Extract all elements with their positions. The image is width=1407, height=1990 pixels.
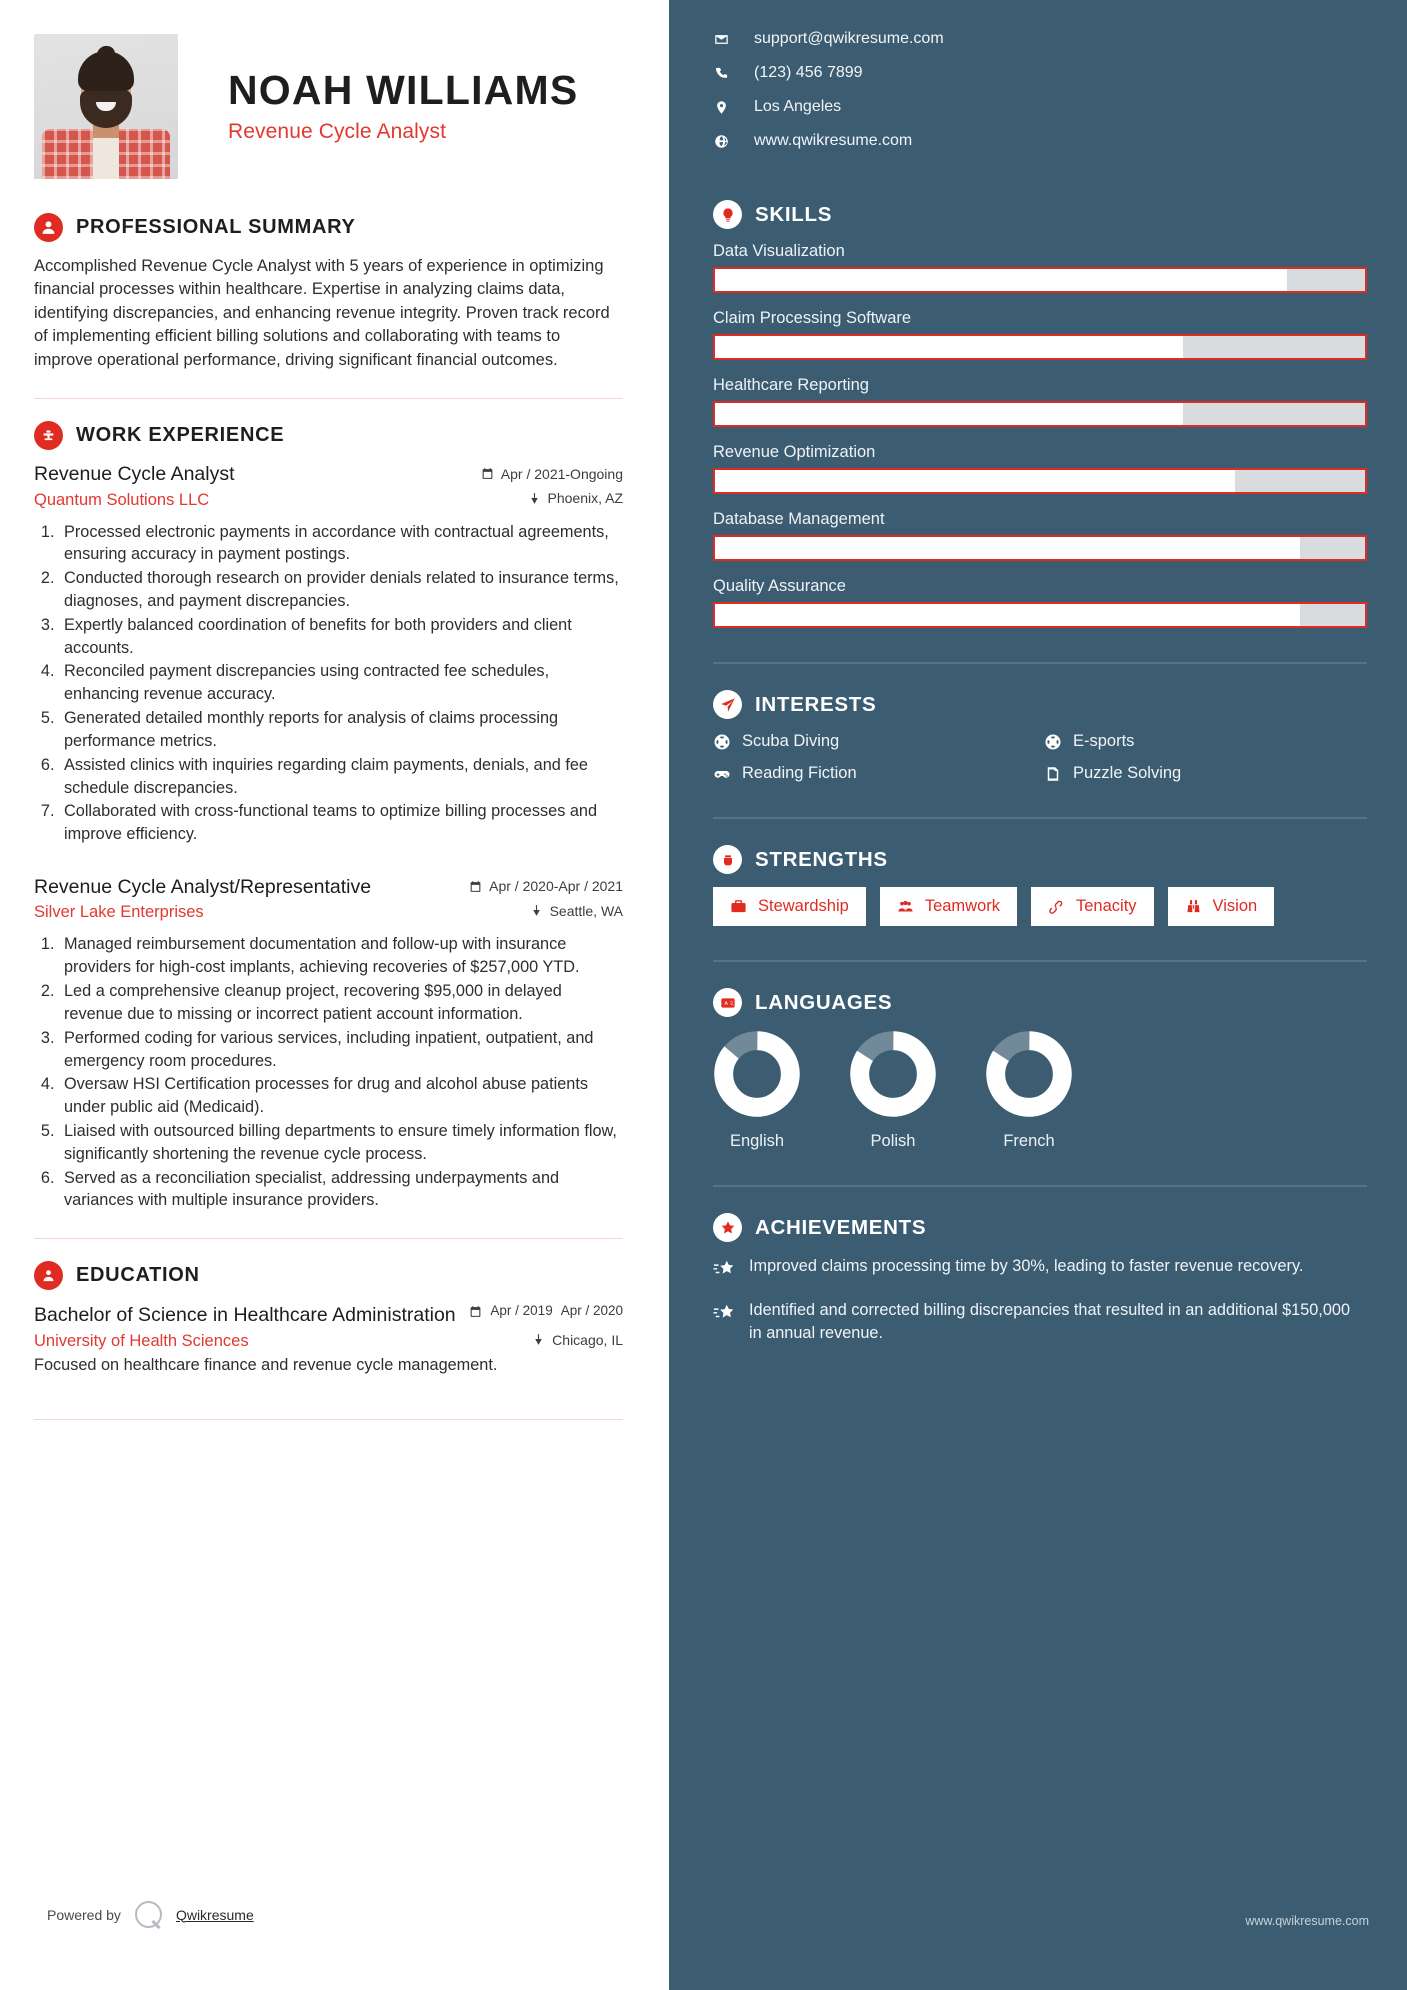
strength-label: Vision [1212,897,1258,915]
education-description: Focused on healthcare finance and revenue cycle management. [34,1356,498,1375]
skill-row [713,443,1367,494]
contact-email-text: support@qwikresume.com [754,30,944,47]
contact-phone[interactable] [713,64,1367,82]
language-item [849,1030,937,1151]
strength-badge [880,887,1017,926]
skill-name: Data Visualization [713,242,845,260]
job-dates-text: Apr / 2021-Ongoing [500,465,623,482]
languages-section-header [713,988,1367,1017]
interest-item [1044,764,1367,783]
qwikresume-logo-icon [135,1901,162,1928]
shooting-star-icon [713,1302,735,1324]
skill-row [713,577,1367,628]
interest-item [1044,732,1367,751]
resume-left-column [0,0,669,1990]
footer-branding [47,1901,254,1928]
skills-section-header [713,200,1367,229]
resume-right-sidebar [669,0,1407,1990]
strength-label: Stewardship [758,897,849,915]
list-item: 3. Expertly balanced coordination of benefits for both providers and client accounts. [59,614,623,660]
lifebuoy-icon [713,733,731,751]
interest-label: Scuba Diving [742,732,840,750]
job-location-text: Seattle, WA [549,902,623,919]
strength-badge [1031,887,1154,926]
contact-location-text: Los Angeles [754,98,842,115]
education-date-end: Apr / 2020 [560,1303,623,1319]
education-date-start: Apr / 2019 [490,1303,553,1319]
education-section-header [34,1261,623,1290]
skill-bar-fill [715,336,1183,358]
link-icon [1048,898,1065,915]
qwikresume-link[interactable]: Qwikresume [175,1906,254,1923]
skill-row [713,242,1367,293]
fist-icon [713,845,742,874]
list-item: 5. Liaised with outsourced billing departments to ensure timely information flow, significantly shortening the revenue cycle process. [59,1120,623,1166]
interest-item [713,732,1036,751]
languages-section-title: LANGUAGES [755,990,893,1014]
translate-icon [713,988,742,1017]
user-icon [34,213,63,242]
language-item [713,1030,801,1151]
job-dates [469,878,623,894]
skill-bar [713,602,1367,628]
book-icon [1044,765,1062,783]
contact-email[interactable] [713,30,1367,48]
job-dates [481,466,623,482]
section-divider [34,1419,623,1420]
list-item: 1. Managed reimbursement documentation and follow-up with insurance providers for high-cost implants, achieving recoveries of $257,000 YTD. [59,933,623,979]
pin-icon [532,1333,545,1346]
skill-row [713,376,1367,427]
sidebar-divider [713,817,1367,819]
envelope-icon [713,32,729,47]
skill-bar [713,401,1367,427]
achievement-item [713,1255,1367,1280]
skill-bar [713,334,1367,360]
skill-name: Healthcare Reporting [713,376,869,394]
section-divider [34,398,623,399]
interests-grid [713,732,1367,783]
strengths-list [713,887,1367,926]
job-dates-text: Apr / 2020-Apr / 2021 [489,878,623,895]
map-pin-icon [713,100,729,115]
list-item: 3. Performed coding for various services, including inpatient, outpatient, and emergency room procedures. [59,1027,623,1073]
job-entry [34,876,623,1212]
strengths-section-title: STRENGTHS [755,847,888,871]
summary-section-header [34,213,623,242]
paper-plane-icon [713,690,742,719]
skill-name: Database Management [713,510,885,528]
pin-icon [528,492,541,505]
skill-row [713,510,1367,561]
calendar-icon [469,1305,482,1318]
sidebar-divider [713,662,1367,664]
achievements-section-header [713,1213,1367,1242]
list-item: 2. Led a comprehensive cleanup project, recovering $95,000 in delayed revenue due to missing or incorrect patient account information. [59,980,623,1026]
language-label: French [1003,1132,1055,1150]
education-school: University of Health Sciences [34,1332,249,1351]
language-label: Polish [870,1132,916,1150]
language-donut-chart [849,1030,937,1118]
job-company: Silver Lake Enterprises [34,903,204,922]
interest-label: E-sports [1073,732,1135,750]
job-bullet-list [59,933,623,1212]
job-position: Revenue Cycle Analyst/Representative [34,875,372,898]
strength-label: Tenacity [1076,897,1137,915]
job-company: Quantum Solutions LLC [34,490,210,509]
work-section-header [34,421,623,450]
star-badge-icon [713,1213,742,1242]
binoculars-icon [1185,898,1202,915]
education-dates [469,1303,623,1320]
interest-label: Puzzle Solving [1073,764,1182,782]
skill-bar [713,267,1367,293]
interests-section-header [713,690,1367,719]
list-item: 1. Processed electronic payments in accordance with contractual agreements, ensuring accuracy in payment postings. [59,521,623,567]
lightbulb-icon [713,200,742,229]
education-section-title: EDUCATION [76,1264,200,1287]
achievement-item [713,1299,1367,1345]
lifebuoy-icon [1044,733,1062,751]
skill-bar-fill [715,269,1287,291]
list-item: 4. Reconciled payment discrepancies using contracted fee schedules, enhancing revenue accuracy. [59,660,623,706]
graduate-icon [34,1261,63,1290]
job-location [528,490,624,506]
phone-icon [713,66,729,81]
people-icon [897,898,914,915]
globe-icon [713,134,729,149]
skills-section-title: SKILLS [755,202,833,226]
sidebar-footer-url: www.qwikresume.com [1245,1914,1369,1928]
job-role-subtitle: Revenue Cycle Analyst [228,119,447,143]
briefcase-icon [730,898,747,915]
powered-by-label: Powered by [47,1906,121,1923]
name-block [178,69,578,143]
skill-bar-fill [715,470,1235,492]
list-item: 5. Generated detailed monthly reports for analysis of claims processing performance metrics. [59,707,623,753]
language-donut-chart [985,1030,1073,1118]
list-item: 7. Collaborated with cross-functional teams to optimize billing processes and improve efficiency. [59,800,623,846]
pin-icon [530,904,543,917]
languages-list [713,1030,1367,1151]
list-item: 6. Assisted clinics with inquiries regarding claim payments, denials, and fee schedule discrepancies. [59,754,623,800]
education-location [532,1332,623,1348]
contact-website-text: www.qwikresume.com [754,132,913,149]
calendar-icon [481,467,494,480]
job-position: Revenue Cycle Analyst [34,463,235,486]
strength-badge [713,887,866,926]
svg-text:文: 文 [728,1000,734,1007]
language-donut-chart [713,1030,801,1118]
list-item: 2. Conducted thorough research on provider denials related to insurance terms, diagnoses, and payment discrepancies. [59,567,623,613]
job-location [530,903,623,919]
skill-name: Quality Assurance [713,577,846,595]
achievements-section-title: ACHIEVEMENTS [755,1215,927,1239]
gamepad-icon [713,765,731,783]
sidebar-divider [713,1185,1367,1187]
calendar-icon [469,880,482,893]
list-item: 6. Served as a reconciliation specialist, addressing underpayments and variances with multiple insurance providers. [59,1167,623,1213]
sidebar-divider [713,960,1367,962]
skill-bar-fill [715,403,1183,425]
education-degree: Bachelor of Science in Healthcare Administration [34,1304,456,1327]
resume-header [34,34,623,179]
list-item: 4. Oversaw HSI Certification processes for drug and alcohol abuse patients under public aid (Medicaid). [59,1073,623,1119]
contact-website[interactable] [713,132,1367,150]
skill-bar [713,468,1367,494]
achievement-text: Improved claims processing time by 30%, leading to faster revenue recovery. [749,1257,1304,1275]
skill-bar [713,535,1367,561]
skill-row [713,309,1367,360]
contact-phone-text: (123) 456 7899 [754,64,863,81]
skill-bar-fill [715,537,1300,559]
strengths-section-header [713,845,1367,874]
contact-location [713,98,1367,116]
skill-name: Revenue Optimization [713,443,876,461]
education-location-text: Chicago, IL [552,1331,623,1348]
language-item [985,1030,1073,1151]
interest-label: Reading Fiction [742,764,857,782]
profile-photo [34,34,178,179]
shooting-star-icon [713,1258,735,1280]
strength-badge [1168,887,1275,926]
interests-section-title: INTERESTS [755,692,877,716]
skill-name: Claim Processing Software [713,309,912,327]
contact-list [713,30,1367,150]
svg-text:A: A [723,1000,728,1007]
work-section-title: WORK EXPERIENCE [76,424,285,447]
strength-label: Teamwork [924,897,1000,915]
skill-bar-fill [715,604,1300,626]
job-entry [34,463,623,846]
achievement-text: Identified and corrected billing discrepancies that resulted in an additional $150,000 in annual revenue. [749,1301,1350,1342]
job-bullet-list [59,521,623,846]
summary-section-title: PROFESSIONAL SUMMARY [76,216,356,238]
interest-item [713,764,1036,783]
job-location-text: Phoenix, AZ [547,490,623,507]
language-label: English [729,1132,785,1150]
section-divider [34,1238,623,1239]
page-title: NOAH WILLIAMS [228,67,579,114]
summary-text: Accomplished Revenue Cycle Analyst with 5 years of experience in optimizing financial processes within healthcare. Expertise in analyzing claims data, identifying discrepancies, and enhancing revenue integrity. Proven track record of implementing efficient billing solutions and collaborating with teams to improve operational performance, driving significant financial outcomes. [34,257,610,369]
briefcase-lamp-icon [34,421,63,450]
